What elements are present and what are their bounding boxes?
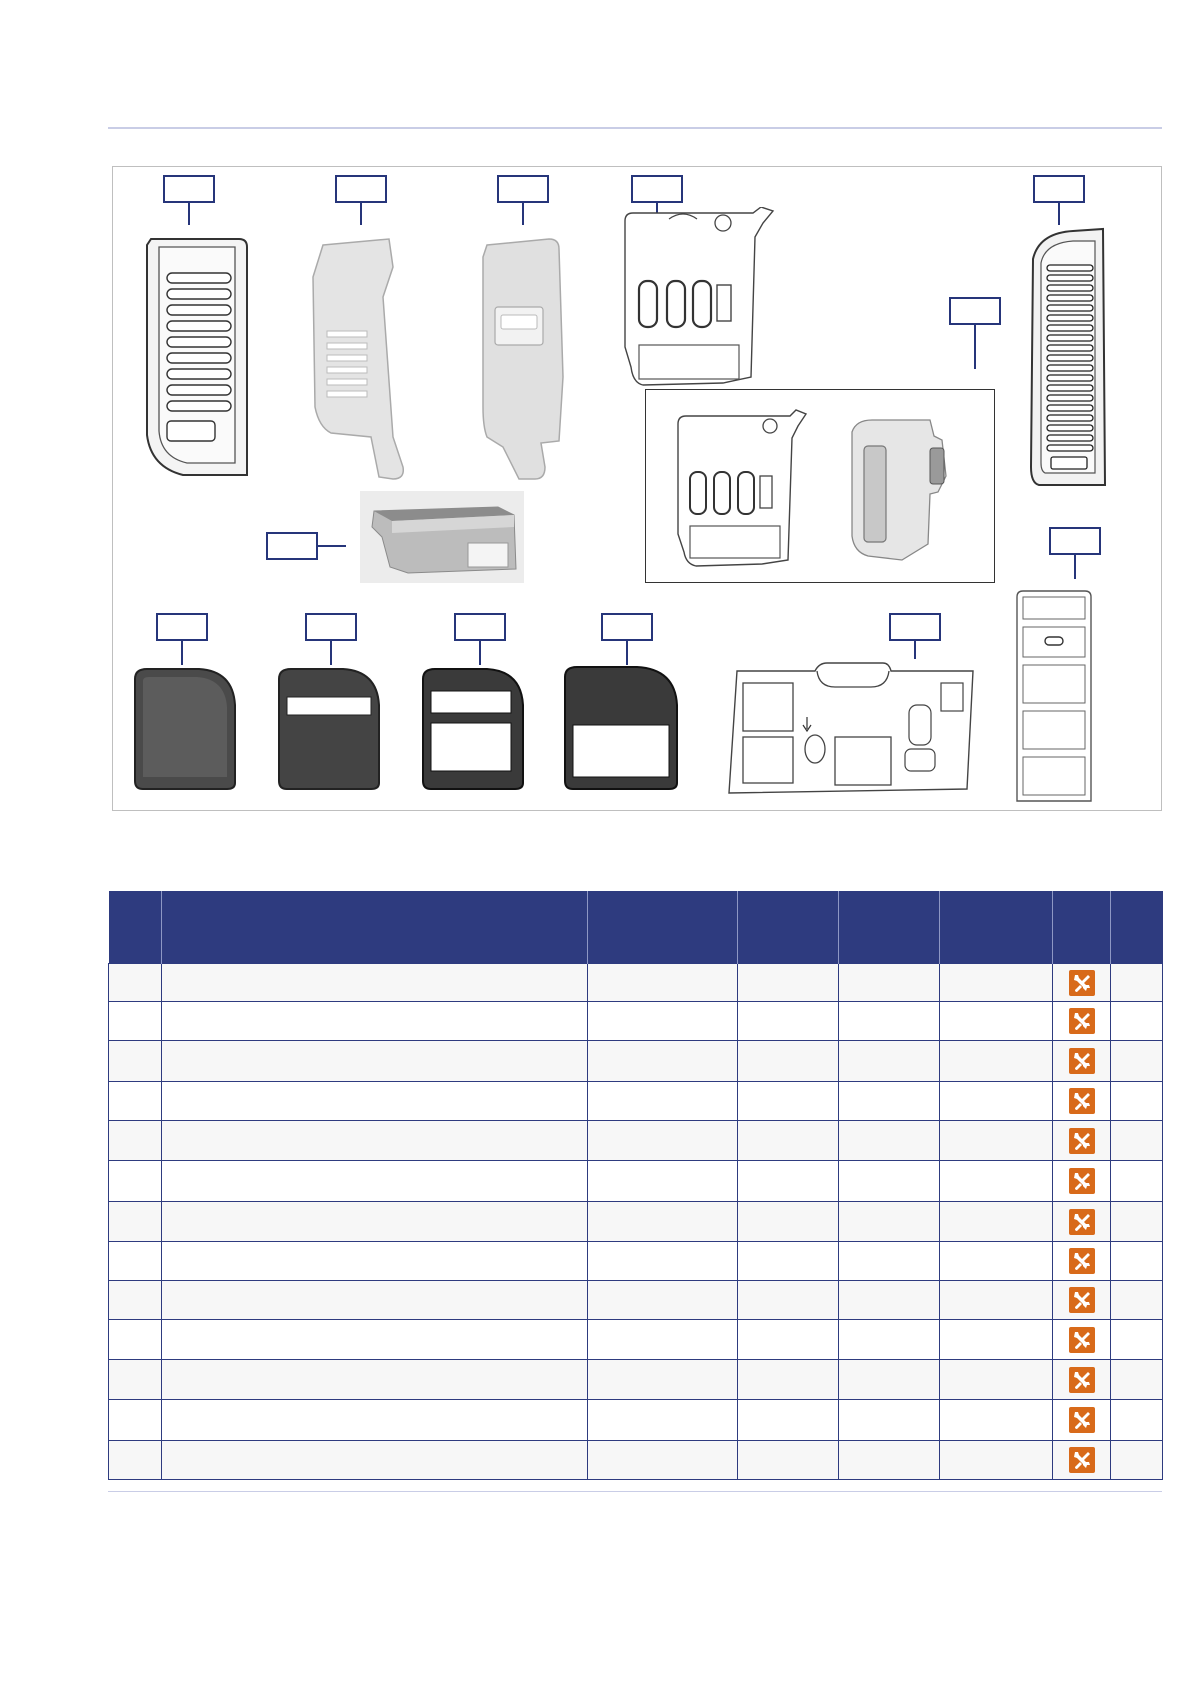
table-cell [940,1441,1053,1480]
table-cell [162,1441,588,1480]
table-header-row [109,891,1163,964]
table-row [109,1320,1163,1360]
table-cell [839,1041,940,1082]
leader-1 [188,203,190,225]
callout-1 [163,175,215,203]
table-header-cell [1111,891,1163,964]
table-cell [109,1202,162,1242]
table-row [109,1121,1163,1161]
table-cell [940,964,1053,1002]
table-cell [162,1121,588,1161]
table-cell [1111,1121,1163,1161]
table-cell [109,1281,162,1320]
table-cell [839,1360,940,1400]
table-cell [109,1041,162,1082]
table-cell [162,1161,588,1202]
table-cell [1111,1161,1163,1202]
table-cell [1053,1082,1111,1121]
kit-bracket-illustration [842,416,962,566]
table-cell [588,1281,738,1320]
table-cell [162,1281,588,1320]
table-cell [940,1041,1053,1082]
table-cell [162,1202,588,1242]
table-cell [738,1041,839,1082]
callout-9 [156,613,208,641]
leader-8 [1074,555,1076,579]
part-blank-cover-illustration [129,665,241,793]
leader-11 [479,641,481,665]
table-cell [1111,964,1163,1002]
table-cell [1053,964,1111,1002]
table-cell [162,1400,588,1441]
leader-12 [626,641,628,665]
part-side-cover-illustration [309,237,439,485]
table-header-cell [109,891,162,964]
table-cell [940,1161,1053,1202]
table-cell [839,964,940,1002]
fitting-tools-icon [1069,1008,1095,1034]
table-cell [109,1320,162,1360]
table-cell [738,1202,839,1242]
table-cell [109,1400,162,1441]
table-cell [940,1281,1053,1320]
table-cell [738,1161,839,1202]
table-cell [109,1121,162,1161]
callout-7 [266,532,318,560]
table-cell [162,1002,588,1041]
table-cell [839,1161,940,1202]
table-cell [940,1202,1053,1242]
callout-6 [949,297,1001,325]
fitting-tools-icon [1069,1248,1095,1274]
part-cover-large-window-illustration [559,663,683,793]
callout-4 [631,175,683,203]
table-cell [588,1320,738,1360]
table-cell [1111,1002,1163,1041]
table-row [109,1400,1163,1441]
part-cover-one-window-illustration [273,665,385,793]
table-cell [109,964,162,1002]
table-cell [588,1002,738,1041]
table-cell [588,1202,738,1242]
table-cell [109,1360,162,1400]
table-cell [839,1441,940,1480]
table-cell [1111,1441,1163,1480]
fitting-tools-icon [1069,1128,1095,1154]
table-header-cell [738,891,839,964]
table-header-cell [1053,891,1111,964]
kit-box [645,389,995,583]
fitting-tools-icon [1069,1209,1095,1235]
table-cell [738,1082,839,1121]
table-row [109,1242,1163,1281]
callout-12 [601,613,653,641]
table-cell [588,1441,738,1480]
table-cell [109,1161,162,1202]
table-cell [162,1242,588,1281]
table-cell [738,964,839,1002]
table-cell [162,1041,588,1082]
part-switch-panel-illustration [613,207,783,387]
table-cell [839,1202,940,1242]
table-cell [738,1242,839,1281]
table-cell [588,1041,738,1082]
table-cell [839,1121,940,1161]
table-cell [588,1121,738,1161]
table-cell [1111,1242,1163,1281]
table-cell [1053,1400,1111,1441]
leader-5 [1058,203,1060,225]
table-cell [738,1400,839,1441]
callout-11 [454,613,506,641]
table-cell [1111,1082,1163,1121]
table-row [109,1082,1163,1121]
table-cell [588,1360,738,1400]
table-cell [940,1400,1053,1441]
table-cell [940,1082,1053,1121]
bottom-rule [108,1491,1162,1492]
table-cell [588,1400,738,1441]
table-cell [738,1281,839,1320]
table-cell [109,1082,162,1121]
table-row [109,1161,1163,1202]
table-row [109,1002,1163,1041]
leader-7 [318,545,346,547]
callout-3 [497,175,549,203]
part-switch-cover-illustration [479,237,589,485]
leader-3 [522,203,524,225]
leader-13 [914,641,916,659]
table-row [109,1281,1163,1320]
table-cell [588,1242,738,1281]
fitting-tools-icon [1069,1447,1095,1473]
table-cell [940,1360,1053,1400]
parts-illustration [112,166,1162,811]
table-header-cell [162,891,588,964]
callout-8 [1049,527,1101,555]
fitting-tools-icon [1069,1168,1095,1194]
table-cell [1053,1441,1111,1480]
part-switch-bezel-illustration [1009,587,1099,807]
fitting-tools-icon [1069,1407,1095,1433]
table-cell [588,1082,738,1121]
table-cell [1053,1281,1111,1320]
table-cell [1053,1320,1111,1360]
table-cell [940,1121,1053,1161]
callout-10 [305,613,357,641]
table-cell [1053,1161,1111,1202]
table-cell [1111,1360,1163,1400]
fitting-tools-icon [1069,970,1095,996]
fitting-tools-icon [1069,1088,1095,1114]
fitting-tools-icon [1069,1048,1095,1074]
table-row [109,1202,1163,1242]
fitting-tools-icon [1069,1367,1095,1393]
table-cell [1111,1400,1163,1441]
fitting-tools-icon [1069,1287,1095,1313]
table-cell [1111,1281,1163,1320]
callout-2 [335,175,387,203]
table-cell [162,1320,588,1360]
table-cell [162,1082,588,1121]
table-row [109,964,1163,1002]
table-cell [940,1320,1053,1360]
callout-13 [889,613,941,641]
table-cell [109,1002,162,1041]
table-cell [839,1281,940,1320]
parts-table-body [109,964,1163,1480]
callout-5 [1033,175,1085,203]
table-cell [1053,1360,1111,1400]
table-cell [738,1121,839,1161]
fitting-tools-icon [1069,1327,1095,1353]
table-cell [839,1242,940,1281]
table-cell [839,1400,940,1441]
table-cell [839,1002,940,1041]
table-header-cell [588,891,738,964]
part-vent-panel-illustration [143,235,253,481]
leader-9 [181,641,183,665]
table-cell [162,1360,588,1400]
table-cell [738,1441,839,1480]
table-cell [1053,1202,1111,1242]
table-cell [940,1002,1053,1041]
table-cell [588,964,738,1002]
table-cell [109,1242,162,1281]
table-cell [1111,1202,1163,1242]
table-cell [1111,1320,1163,1360]
table-cell [839,1082,940,1121]
table-header-cell [839,891,940,964]
table-cell [162,964,588,1002]
kit-switch-panel-illustration [670,408,820,568]
table-cell [1053,1121,1111,1161]
table-cell [839,1320,940,1360]
part-control-panel-illustration [723,659,983,799]
parts-table [108,891,1163,1480]
top-rule [108,127,1162,129]
part-tall-grille-illustration [1023,227,1113,491]
table-cell [940,1242,1053,1281]
leader-6 [974,325,976,369]
table-row [109,1041,1163,1082]
table-header-cell [940,891,1053,964]
table-cell [1053,1002,1111,1041]
table-cell [738,1360,839,1400]
table-cell [109,1441,162,1480]
table-cell [738,1320,839,1360]
table-cell [1111,1041,1163,1082]
table-row [109,1360,1163,1400]
table-cell [588,1161,738,1202]
part-cover-two-windows-illustration [417,665,529,793]
part-tray-photo [360,491,524,583]
table-cell [1053,1242,1111,1281]
leader-2 [360,203,362,225]
table-cell [1053,1041,1111,1082]
leader-10 [330,641,332,665]
table-cell [738,1002,839,1041]
table-row [109,1441,1163,1480]
